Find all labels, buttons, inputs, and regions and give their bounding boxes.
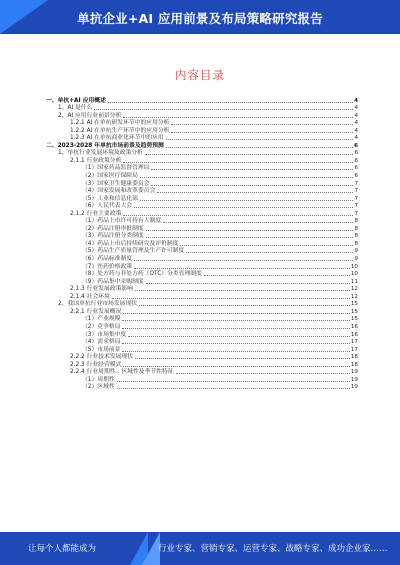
toc-entry-title: （4）药品上市后持续研究及评价制度 — [82, 240, 179, 247]
toc-leader-dots — [151, 169, 353, 170]
toc-entry-page: 7 — [354, 210, 358, 217]
toc-entry-title: 2.2.2 行业技术发展现状 — [70, 354, 133, 361]
toc-entry-title: （3）药品注册分类制度 — [82, 233, 144, 240]
toc-entry-page: 9 — [354, 256, 358, 263]
toc-entry-title: 1.2.1 AI 在单抗研发环节中的应用分析 — [70, 120, 170, 127]
toc-leader-dots — [94, 109, 353, 110]
toc-entry[interactable] — [46, 292, 358, 300]
toc-entry-page: 7 — [354, 188, 358, 195]
toc-entry-page: 12 — [350, 286, 358, 293]
toc-entry-page: 16 — [350, 331, 358, 338]
toc-leader-dots — [171, 132, 353, 133]
toc-leader-dots — [123, 162, 353, 163]
toc-leader-dots — [140, 177, 354, 178]
toc-leader-dots — [123, 313, 350, 314]
toc-leader-dots — [139, 305, 350, 306]
toc-entry[interactable] — [46, 96, 358, 104]
toc-entry-page: 6 — [354, 173, 358, 180]
toc-entry[interactable] — [46, 179, 358, 187]
toc-entry-page: 11 — [350, 278, 358, 285]
toc-entry-page: 8 — [354, 218, 358, 225]
toc-entry[interactable] — [46, 307, 358, 315]
toc-entry-title: 2、AI 应用行业前景分析 — [58, 112, 122, 119]
footer-slogan-left: 让每个人都能成为 — [28, 544, 97, 554]
toc-leader-dots — [146, 237, 354, 238]
toc-leader-dots — [134, 260, 353, 261]
toc-leader-dots — [108, 102, 353, 103]
toc-entry-title: （5）工业和信息化部 — [82, 195, 138, 202]
toc-entry[interactable] — [46, 119, 358, 127]
toc-heading: 内容目录 — [175, 68, 225, 82]
toc-entry-page: 19 — [350, 376, 358, 383]
toc-leader-dots — [166, 139, 354, 140]
toc-entry[interactable] — [46, 104, 358, 112]
toc-entry[interactable] — [46, 247, 358, 255]
toc-entry-title: 1.2.2 AI 在单抗生产环节中的应用分析 — [70, 127, 170, 134]
toc-entry[interactable] — [46, 330, 358, 338]
toc-entry-title: 2.1.4 社会环境 — [70, 293, 110, 300]
toc-entry-title: 2.1.3 行业发展政策影响 — [70, 286, 133, 293]
toc-leader-dots — [145, 154, 354, 155]
toc-entry-page: 8 — [354, 240, 358, 247]
toc-entry[interactable] — [46, 202, 358, 210]
toc-entry[interactable] — [46, 171, 358, 179]
toc-leader-dots — [204, 275, 350, 276]
toc-entry-page: 9 — [354, 248, 358, 255]
toc-entry[interactable] — [46, 345, 358, 353]
footer-slogan-right: 行业专家、营销专家、运营专家、战略专家、成功企业家…… — [158, 544, 388, 554]
toc-leader-dots — [135, 358, 350, 359]
toc-entry[interactable] — [46, 375, 358, 383]
toc-entry-page: 4 — [354, 127, 358, 134]
toc-leader-dots — [151, 185, 353, 186]
footer-bar — [0, 532, 400, 565]
toc-entry-title: 一、单抗+AI 应用概述 — [46, 97, 106, 104]
toc-entry-page: 7 — [354, 195, 358, 202]
toc-entry-title: （1）周期性 — [82, 376, 115, 383]
report-header-bar — [0, 0, 400, 34]
toc-entry-page: 4 — [354, 112, 358, 119]
toc-entry[interactable] — [46, 270, 358, 278]
toc-entry-page: 18 — [350, 354, 358, 361]
toc-leader-dots — [117, 388, 350, 389]
toc-entry[interactable] — [46, 134, 358, 142]
toc-entry-page: 7 — [354, 203, 358, 210]
toc-leader-dots — [123, 366, 350, 367]
toc-leader-dots — [134, 207, 353, 208]
toc-entry-title: 2.1.2 行业主要政策 — [70, 210, 122, 217]
report-title: 单抗企业+AI 应用前景及布局策略研究报告 — [77, 11, 323, 26]
toc-entry-title: 2、我国单抗行业市场发展现状 — [58, 301, 138, 308]
toc-entry-page: 6 — [354, 150, 358, 157]
toc-entry-page: 18 — [350, 361, 358, 368]
toc-entry-page: 4 — [354, 135, 358, 142]
toc-leader-dots — [134, 268, 350, 269]
toc-entry[interactable] — [46, 194, 358, 202]
toc-entry-page: 15 — [350, 316, 358, 323]
toc-entry-title: （2）竞争格局 — [82, 323, 121, 330]
toc-entry-page: 4 — [354, 97, 358, 104]
toc-leader-dots — [146, 283, 350, 284]
toc-leader-dots — [123, 215, 353, 216]
toc-entry-title: （2）药品注册审批制度 — [82, 225, 144, 232]
toc-entry-title: （9）药品集中采购制度 — [82, 278, 144, 285]
toc-entry[interactable] — [46, 285, 358, 293]
toc-entry[interactable] — [46, 300, 358, 308]
toc-entry-page: 8 — [354, 225, 358, 232]
toc-entry[interactable] — [46, 232, 358, 240]
toc-entry-page: 16 — [350, 323, 358, 330]
toc-entry[interactable] — [46, 239, 358, 247]
toc-entry[interactable] — [46, 262, 358, 270]
toc-leader-dots — [171, 124, 353, 125]
toc-entry-title: （1）产业规模 — [82, 316, 121, 323]
toc-entry-title: 1.2.3 AI 在单抗商业化环节中的应用 — [70, 135, 164, 142]
toc-leader-dots — [163, 222, 353, 223]
toc-entry-title: 2.1.1 行业政策分析 — [70, 157, 122, 164]
toc-entry-title: 2.2.1 行业发展概况 — [70, 308, 122, 315]
toc-entry-page: 12 — [350, 293, 358, 300]
toc-entry[interactable] — [46, 141, 358, 149]
toc-leader-dots — [123, 117, 353, 118]
toc-entry-title: 1、AI 是什么 — [58, 105, 93, 112]
toc-entry-page: 6 — [354, 157, 358, 164]
toc-entry[interactable] — [46, 164, 358, 172]
toc-leader-dots — [146, 230, 354, 231]
toc-entry-title: 2.2.4 行业周期性、区域性及季节性特征 — [70, 369, 174, 376]
toc-leader-dots — [122, 320, 349, 321]
toc-entry-page: 10 — [350, 263, 358, 270]
toc-entry-title: （3）国家卫生健康委员会 — [82, 180, 150, 187]
toc-entry[interactable] — [46, 111, 358, 119]
toc-entry-title: （3）市场集中度 — [82, 331, 127, 338]
toc-entry-page: 8 — [354, 233, 358, 240]
toc-leader-dots — [122, 351, 349, 352]
toc-entry[interactable] — [46, 383, 358, 391]
toc-entry-title: （6）人民代表大会 — [82, 203, 133, 210]
toc-entry[interactable] — [46, 254, 358, 262]
toc-entry[interactable] — [46, 315, 358, 323]
toc-leader-dots — [117, 381, 350, 382]
toc-entry[interactable] — [46, 224, 358, 232]
table-of-contents — [46, 96, 358, 390]
toc-entry-title: （2）区域性 — [82, 384, 115, 391]
toc-leader-dots — [180, 245, 353, 246]
toc-entry[interactable] — [46, 360, 358, 368]
toc-entry-page: 7 — [354, 180, 358, 187]
toc-entry[interactable] — [46, 322, 358, 330]
toc-leader-dots — [140, 200, 354, 201]
toc-entry-page: 17 — [350, 339, 358, 346]
toc-entry[interactable] — [46, 217, 358, 225]
toc-entry[interactable] — [46, 338, 358, 346]
toc-leader-dots — [122, 328, 349, 329]
toc-leader-dots — [135, 290, 350, 291]
toc-entry-title: （2）国家医疗保障局 — [82, 173, 138, 180]
toc-entry-title: （7）医药价格政策 — [82, 263, 133, 270]
toc-leader-dots — [122, 343, 349, 344]
toc-leader-dots — [186, 252, 353, 253]
toc-entry[interactable] — [46, 187, 358, 195]
toc-leader-dots — [176, 373, 350, 374]
toc-leader-dots — [157, 192, 353, 193]
toc-entry-title: 2.2.3 行业经营模式 — [70, 361, 122, 368]
toc-entry-page: 4 — [354, 120, 358, 127]
toc-entry-page: 19 — [350, 369, 358, 376]
toc-entry-page: 17 — [350, 346, 358, 353]
toc-entry[interactable] — [46, 126, 358, 134]
toc-entry[interactable] — [46, 277, 358, 285]
toc-entry-page: 6 — [354, 142, 358, 149]
toc-entry-title: （1）国家药品监督管理局 — [82, 165, 150, 172]
toc-entry[interactable] — [46, 368, 358, 376]
toc-entry-page: 6 — [354, 165, 358, 172]
toc-entry-title: （1）药品上市许可持有人制度 — [82, 218, 162, 225]
toc-entry-title: （6）药品标准制度 — [82, 256, 133, 263]
toc-leader-dots — [166, 147, 353, 148]
toc-entry-page: 19 — [350, 384, 358, 391]
toc-entry-title: 二、2023-2028 年单抗市场前景及趋势预测 — [46, 142, 164, 149]
toc-entry[interactable] — [46, 156, 358, 164]
toc-entry[interactable] — [46, 149, 358, 157]
toc-entry-title: （5）药品生产质量管理及生产许可制度 — [82, 248, 185, 255]
toc-entry-title: （4）需求格局 — [82, 339, 121, 346]
toc-entry-title: （4）国家发展和改革委员会 — [82, 188, 156, 195]
toc-entry[interactable] — [46, 353, 358, 361]
toc-entry[interactable] — [46, 209, 358, 217]
toc-entry-page: 15 — [350, 308, 358, 315]
toc-leader-dots — [112, 298, 350, 299]
toc-entry-title: 1、单抗行业发展环境及政策分析 — [58, 150, 143, 157]
toc-entry-page: 10 — [350, 271, 358, 278]
toc-entry-title: （5）市场前景 — [82, 346, 121, 353]
toc-entry-page: 4 — [354, 105, 358, 112]
toc-entry-title: （8）处方药与非处方药（OTC）分类管理制度 — [82, 271, 202, 278]
toc-entry-page: 15 — [350, 301, 358, 308]
toc-leader-dots — [128, 336, 350, 337]
